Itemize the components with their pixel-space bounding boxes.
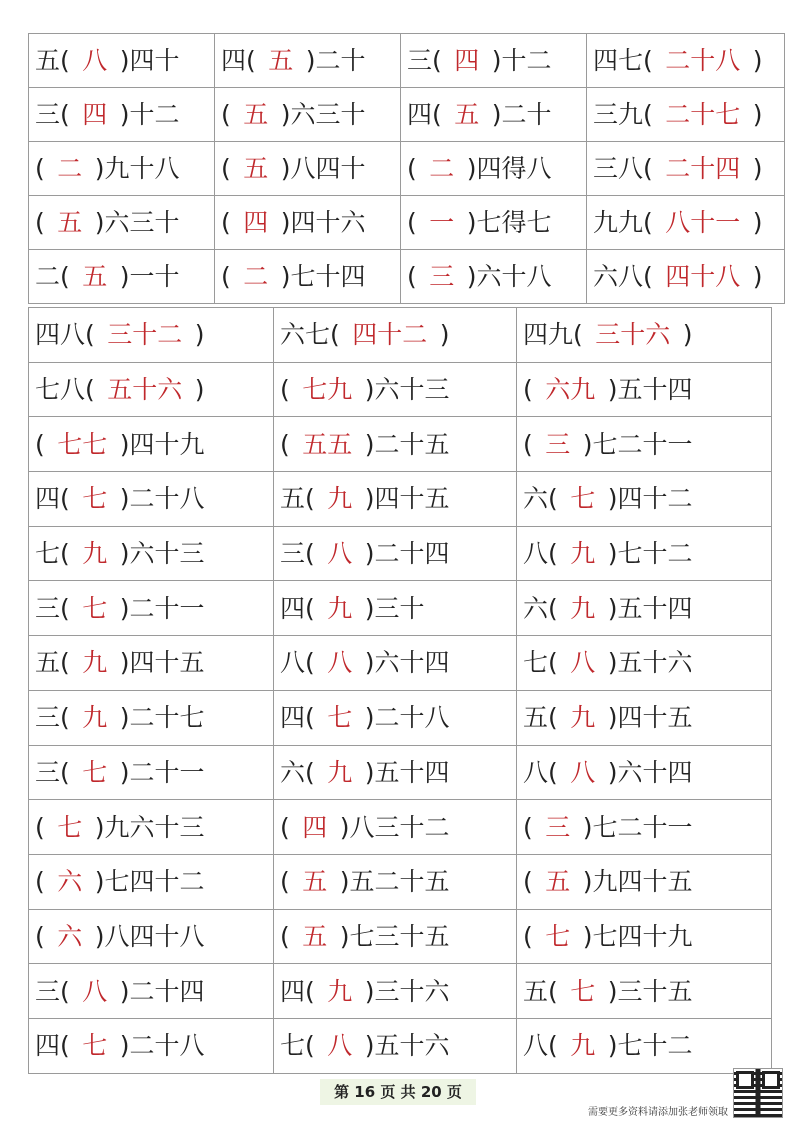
rhyme-cell (274, 909, 517, 964)
rhyme-suffix: )二十一 (119, 593, 205, 623)
rhyme-suffix: )九六十三 (94, 812, 205, 842)
rhyme-cell (517, 690, 772, 745)
answer-text: 八十一 (665, 208, 741, 237)
rhyme-suffix: )七十二 (607, 1031, 693, 1061)
rhyme-suffix: )三十六 (364, 976, 450, 1006)
answer-text: 八 (570, 648, 596, 678)
rhyme-prefix: 六( (523, 593, 558, 623)
rhyme-cell (274, 745, 517, 800)
answer-text: 九 (82, 648, 108, 678)
rhyme-cell (517, 636, 772, 691)
rhyme-suffix: )六十三 (119, 539, 205, 569)
rhyme-prefix: ( (221, 154, 231, 183)
rhyme-prefix: 六( (280, 757, 315, 787)
rhyme-suffix: )十二 (119, 100, 180, 129)
answer-text: 四十二 (352, 320, 428, 350)
rhyme-cell (29, 472, 274, 527)
rhyme-suffix: )八四十 (280, 154, 366, 183)
answer-text: 五 (302, 867, 328, 897)
rhyme-prefix: ( (523, 812, 533, 842)
rhyme-cell (29, 34, 215, 88)
rhyme-cell (517, 854, 772, 909)
rhyme-prefix: 五( (523, 976, 558, 1006)
answer-text: 六九 (545, 375, 596, 405)
answer-text: 七 (570, 484, 596, 514)
answer-text: 二十八 (665, 46, 741, 75)
rhyme-prefix: 八( (523, 1031, 558, 1061)
rhyme-cell (587, 34, 785, 88)
rhyme-prefix: 三八( (593, 154, 653, 183)
answer-text: 七 (570, 976, 596, 1006)
rhyme-prefix: 三( (35, 976, 70, 1006)
rhyme-cell (401, 34, 587, 88)
rhyme-cell (401, 142, 587, 196)
rhyme-cell (274, 964, 517, 1019)
rhyme-cell (401, 250, 587, 304)
rhyme-prefix: ( (407, 208, 417, 237)
rhyme-prefix: ( (280, 812, 290, 842)
answer-text: 九 (82, 703, 108, 733)
table-row (29, 34, 785, 88)
rhyme-prefix: 四( (280, 976, 315, 1006)
answer-text: 九 (570, 593, 596, 623)
table-row (29, 308, 772, 363)
answer-text: 九 (327, 757, 353, 787)
answer-text: 五 (302, 921, 328, 951)
answer-text: 二十七 (665, 100, 741, 129)
rhyme-prefix: ( (280, 867, 290, 897)
rhyme-prefix: ( (35, 208, 45, 237)
rhyme-prefix: ( (523, 921, 533, 951)
rhyme-prefix: 七( (523, 648, 558, 678)
rhyme-cell (29, 854, 274, 909)
answer-text: 五 (243, 100, 269, 129)
rhyme-cell (517, 745, 772, 800)
answer-text: 三十二 (107, 320, 183, 350)
rhyme-prefix: ( (407, 262, 417, 291)
rhyme-prefix: 三( (35, 100, 70, 129)
rhyme-prefix: 四( (407, 100, 442, 129)
rhyme-prefix: 五( (35, 46, 70, 75)
rhyme-cell (587, 250, 785, 304)
rhyme-suffix: )五十四 (607, 593, 693, 623)
answer-text: 五五 (302, 429, 353, 459)
rhyme-cell (29, 581, 274, 636)
answer-text: 二 (243, 262, 269, 291)
rhyme-suffix: )七二十一 (582, 812, 693, 842)
rhyme-prefix: 五( (35, 648, 70, 678)
table-row (29, 88, 785, 142)
rhyme-prefix: 三( (35, 757, 70, 787)
rhyme-prefix: 四( (280, 703, 315, 733)
rhyme-prefix: 五( (280, 484, 315, 514)
rhyme-suffix: )四十五 (119, 648, 205, 678)
rhyme-suffix: ) (752, 208, 763, 237)
rhyme-cell (29, 745, 274, 800)
rhyme-prefix: 三九( (593, 100, 653, 129)
rhyme-cell (29, 142, 215, 196)
answer-text: 六 (57, 921, 83, 951)
rhyme-cell (517, 362, 772, 417)
answer-text: 三 (545, 429, 571, 459)
rhyme-prefix: 八( (280, 648, 315, 678)
rhyme-cell (274, 636, 517, 691)
rhyme-cell (517, 308, 772, 363)
answer-text: 九 (570, 539, 596, 569)
rhyme-prefix: 四( (221, 46, 256, 75)
answer-text: 七 (82, 1031, 108, 1061)
rhyme-suffix: )七得七 (466, 208, 552, 237)
rhyme-suffix: )二十一 (119, 757, 205, 787)
rhyme-suffix: )四十二 (607, 484, 693, 514)
rhyme-cell (29, 362, 274, 417)
answer-text: 七 (82, 757, 108, 787)
rhyme-cell (215, 88, 401, 142)
rhyme-suffix: )七三十五 (339, 921, 450, 951)
rhyme-prefix: ( (221, 262, 231, 291)
table-row (29, 909, 772, 964)
rhyme-suffix: )二十四 (119, 976, 205, 1006)
rhyme-suffix: )四十九 (119, 429, 205, 459)
rhyme-suffix: )六十四 (364, 648, 450, 678)
rhyme-suffix: )七四十二 (94, 867, 205, 897)
table-row (29, 1018, 772, 1073)
rhyme-suffix: )四得八 (466, 154, 552, 183)
rhyme-suffix: )五十六 (364, 1031, 450, 1061)
rhyme-prefix: 三( (35, 703, 70, 733)
rhyme-suffix: )七十四 (280, 262, 366, 291)
table-row (29, 196, 785, 250)
rhyme-suffix: )四十六 (280, 208, 366, 237)
rhyme-cell (29, 526, 274, 581)
table-row (29, 142, 785, 196)
answer-text: 二 (429, 154, 455, 183)
multiplication-table-4col (28, 33, 785, 304)
answer-text: 九 (82, 539, 108, 569)
answer-text: 四 (243, 208, 269, 237)
answer-text: 五 (545, 867, 571, 897)
rhyme-prefix: 七八( (35, 375, 95, 405)
rhyme-cell (587, 196, 785, 250)
rhyme-suffix: )三十五 (607, 976, 693, 1006)
rhyme-suffix: )六十四 (607, 757, 693, 787)
answer-text: 八 (327, 1031, 353, 1061)
rhyme-cell (29, 250, 215, 304)
contact-note: 需要更多资料请添加张老师领取 (588, 1107, 728, 1118)
rhyme-cell (274, 581, 517, 636)
answer-text: 三十六 (595, 320, 671, 350)
rhyme-prefix: 八( (523, 757, 558, 787)
page-number: 第 16 页 共 20 页 (320, 1079, 476, 1105)
rhyme-suffix: )七十二 (607, 539, 693, 569)
answer-text: 八 (570, 757, 596, 787)
rhyme-suffix: )四十 (119, 46, 180, 75)
rhyme-cell (274, 362, 517, 417)
rhyme-cell (215, 34, 401, 88)
rhyme-suffix: )一十 (119, 262, 180, 291)
table-row (29, 250, 785, 304)
rhyme-suffix: )二十 (491, 100, 552, 129)
rhyme-suffix: )四十五 (607, 703, 693, 733)
answer-text: 三 (545, 812, 571, 842)
rhyme-cell (274, 800, 517, 855)
rhyme-cell (274, 472, 517, 527)
rhyme-prefix: 四九( (523, 320, 583, 350)
rhyme-prefix: ( (523, 429, 533, 459)
rhyme-suffix: )三十 (364, 593, 425, 623)
rhyme-cell (29, 964, 274, 1019)
answer-text: 四 (454, 46, 480, 75)
rhyme-prefix: 九九( (593, 208, 653, 237)
rhyme-prefix: ( (280, 375, 290, 405)
answer-text: 七 (327, 703, 353, 733)
rhyme-suffix: )五二十五 (339, 867, 450, 897)
rhyme-prefix: 四七( (593, 46, 653, 75)
table-row (29, 417, 772, 472)
rhyme-suffix: )二十八 (119, 484, 205, 514)
answer-text: 八 (327, 539, 353, 569)
rhyme-prefix: ( (35, 429, 45, 459)
rhyme-prefix: 三( (280, 539, 315, 569)
rhyme-prefix: 六七( (280, 320, 340, 350)
answer-text: 六 (57, 867, 83, 897)
rhyme-cell (215, 250, 401, 304)
rhyme-prefix: ( (221, 100, 231, 129)
rhyme-suffix: )二十四 (364, 539, 450, 569)
rhyme-suffix: ) (194, 320, 205, 350)
answer-text: 八 (327, 648, 353, 678)
rhyme-prefix: ( (407, 154, 417, 183)
answer-text: 五十六 (107, 375, 183, 405)
rhyme-cell (274, 690, 517, 745)
rhyme-suffix: )二十八 (119, 1031, 205, 1061)
rhyme-prefix: ( (35, 867, 45, 897)
rhyme-suffix: ) (439, 320, 450, 350)
rhyme-prefix: ( (35, 812, 45, 842)
rhyme-cell (401, 88, 587, 142)
rhyme-suffix: )二十七 (119, 703, 205, 733)
rhyme-suffix: ) (752, 154, 763, 183)
answer-text: 九 (327, 976, 353, 1006)
answer-text: 七 (57, 812, 83, 842)
answer-text: 九 (570, 703, 596, 733)
rhyme-prefix: ( (523, 375, 533, 405)
rhyme-cell (517, 1018, 772, 1073)
answer-text: 五 (243, 154, 269, 183)
answer-text: 八 (82, 46, 108, 75)
rhyme-suffix: )五十四 (607, 375, 693, 405)
answer-text: 九 (570, 1031, 596, 1061)
rhyme-cell (29, 1018, 274, 1073)
rhyme-suffix: )六三十 (280, 100, 366, 129)
rhyme-prefix: ( (35, 154, 45, 183)
rhyme-cell (517, 909, 772, 964)
rhyme-cell (274, 854, 517, 909)
answer-text: 七七 (57, 429, 108, 459)
answer-text: 五 (268, 46, 294, 75)
answer-text: 四十八 (665, 262, 741, 291)
table-row (29, 362, 772, 417)
rhyme-suffix: ) (194, 375, 205, 405)
rhyme-suffix: )九四十五 (582, 867, 693, 897)
rhyme-suffix: )六三十 (94, 208, 180, 237)
rhyme-suffix: )五十六 (607, 648, 693, 678)
rhyme-suffix: )十二 (491, 46, 552, 75)
rhyme-cell (517, 581, 772, 636)
answer-text: 三 (429, 262, 455, 291)
answer-text: 七九 (302, 375, 353, 405)
rhyme-suffix: )九十八 (94, 154, 180, 183)
answer-text: 五 (82, 262, 108, 291)
answer-text: 五 (57, 208, 83, 237)
answer-text: 二 (57, 154, 83, 183)
table-row (29, 690, 772, 745)
rhyme-prefix: 四( (280, 593, 315, 623)
rhyme-suffix: )八三十二 (339, 812, 450, 842)
answer-text: 四 (82, 100, 108, 129)
answer-text: 五 (454, 100, 480, 129)
rhyme-prefix: 二( (35, 262, 70, 291)
rhyme-cell (215, 142, 401, 196)
rhyme-cell (29, 690, 274, 745)
rhyme-cell (29, 88, 215, 142)
rhyme-cell (517, 472, 772, 527)
table-row (29, 800, 772, 855)
rhyme-suffix: )六十三 (364, 375, 450, 405)
rhyme-cell (587, 88, 785, 142)
answer-text: 八 (82, 976, 108, 1006)
rhyme-suffix: )二十 (305, 46, 366, 75)
rhyme-cell (29, 196, 215, 250)
rhyme-cell (215, 196, 401, 250)
rhyme-suffix: ) (682, 320, 693, 350)
rhyme-suffix: )二十八 (364, 703, 450, 733)
rhyme-cell (517, 526, 772, 581)
rhyme-cell (274, 526, 517, 581)
rhyme-cell (274, 308, 517, 363)
qr-code-icon (733, 1068, 783, 1118)
table-row (29, 581, 772, 636)
rhyme-prefix: 三( (35, 593, 70, 623)
rhyme-suffix: ) (752, 46, 763, 75)
table-row (29, 636, 772, 691)
rhyme-prefix: ( (280, 429, 290, 459)
rhyme-suffix: )八四十八 (94, 921, 205, 951)
rhyme-cell (29, 909, 274, 964)
rhyme-prefix: ( (221, 208, 231, 237)
rhyme-cell (587, 142, 785, 196)
rhyme-cell (517, 800, 772, 855)
rhyme-suffix: )五十四 (364, 757, 450, 787)
rhyme-cell (29, 636, 274, 691)
rhyme-prefix: 四( (35, 1031, 70, 1061)
rhyme-suffix: ) (752, 262, 763, 291)
rhyme-prefix: ( (35, 921, 45, 951)
rhyme-suffix: )四十五 (364, 484, 450, 514)
rhyme-cell (29, 800, 274, 855)
rhyme-prefix: 四( (35, 484, 70, 514)
rhyme-prefix: 四八( (35, 320, 95, 350)
rhyme-prefix: 六( (523, 484, 558, 514)
answer-text: 七 (82, 593, 108, 623)
table-row (29, 472, 772, 527)
answer-text: 四 (302, 812, 328, 842)
rhyme-cell (274, 1018, 517, 1073)
answer-text: 一 (429, 208, 455, 237)
multiplication-table-3col (28, 307, 772, 1074)
rhyme-prefix: 五( (523, 703, 558, 733)
rhyme-prefix: 七( (35, 539, 70, 569)
rhyme-prefix: 八( (523, 539, 558, 569)
rhyme-prefix: 六八( (593, 262, 653, 291)
rhyme-suffix: )七四十九 (582, 921, 693, 951)
rhyme-suffix: )七二十一 (582, 429, 693, 459)
rhyme-cell (517, 964, 772, 1019)
rhyme-suffix: )二十五 (364, 429, 450, 459)
rhyme-cell (29, 417, 274, 472)
rhyme-cell (517, 417, 772, 472)
rhyme-suffix: ) (752, 100, 763, 129)
answer-text: 七 (545, 921, 571, 951)
rhyme-cell (401, 196, 587, 250)
table-row (29, 526, 772, 581)
rhyme-cell (274, 417, 517, 472)
table-row (29, 854, 772, 909)
answer-text: 七 (82, 484, 108, 514)
answer-text: 二十四 (665, 154, 741, 183)
rhyme-prefix: ( (523, 867, 533, 897)
rhyme-prefix: 三( (407, 46, 442, 75)
rhyme-prefix: ( (280, 921, 290, 951)
rhyme-prefix: 七( (280, 1031, 315, 1061)
table-row (29, 964, 772, 1019)
answer-text: 九 (327, 484, 353, 514)
rhyme-cell (29, 308, 274, 363)
rhyme-suffix: )六十八 (466, 262, 552, 291)
table-row (29, 745, 772, 800)
answer-text: 九 (327, 593, 353, 623)
